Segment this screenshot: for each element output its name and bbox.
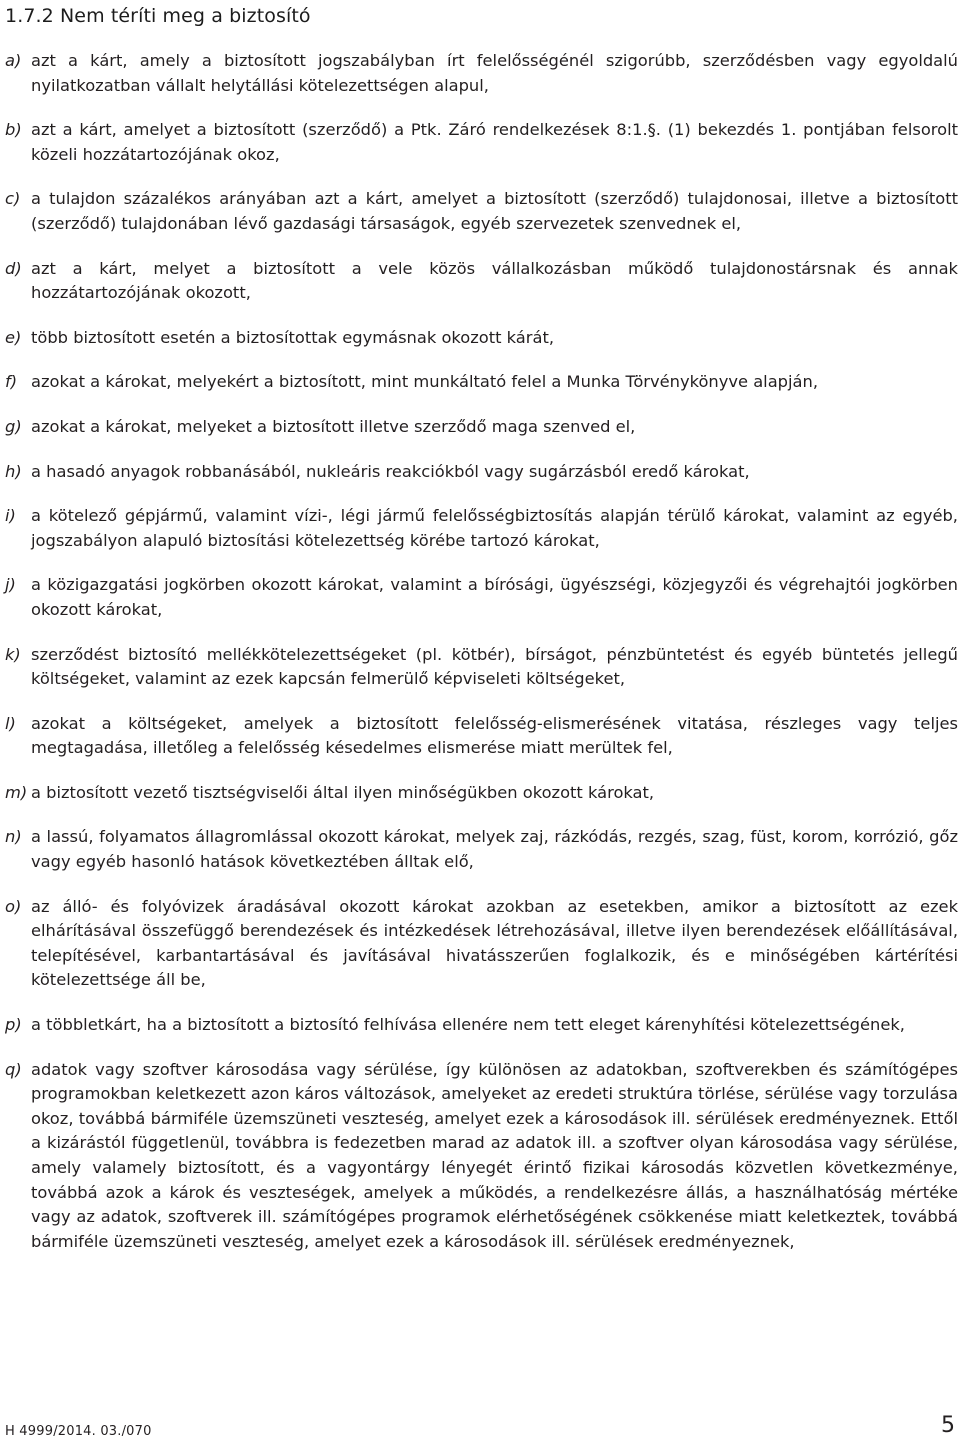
clause-letter: o) [5, 896, 22, 916]
clause-letter: l) [5, 713, 16, 733]
clause-letter: n) [5, 827, 22, 847]
clause-q [5, 1058, 958, 1255]
clause-d [5, 257, 958, 306]
clause-e [5, 326, 958, 351]
clause-text: azt a kárt, amely a biztosított jogszabályban írt felelősségénél szigorúbb, szerződésben vagy egyoldalú nyilatkozatban vállalt helytállási kötelezettségen alapul, [31, 51, 958, 95]
clause-text: a többletkárt, ha a biztosított a biztosító felhívása ellenére nem tett eleget kárenyhítési kötelezettségének, [31, 1015, 905, 1035]
exclusion-list [5, 49, 958, 1254]
clause-a [5, 49, 958, 98]
clause-o [5, 895, 958, 993]
clause-text: az álló- és folyóvizek áradásával okozott károkat azokban az esetekben, amikor a biztosított az ezek elhárításával összefüggő berendezések és intézkedések létrehozásával, illetve ilyen berendezések előállításával, telepítésével, karbantartásával és javításával hivatásszerűen foglalkozik, és e minőségében kártérítési kötelezettsége áll be, [31, 896, 958, 990]
clause-b [5, 118, 958, 167]
clause-letter: g) [5, 416, 22, 436]
clause-letter: m) [5, 782, 28, 802]
clause-letter: q) [5, 1059, 22, 1079]
clause-letter: k) [5, 644, 21, 664]
clause-text: a tulajdon százalékos arányában azt a kárt, amelyet a biztosított (szerződő) tulajdonosai, illetve a biztosított (szerződő) tulajdonában lévő gazdasági társaságok, egyéb szervezetek szenvednek el, [31, 189, 958, 233]
clause-letter: h) [5, 461, 22, 481]
clause-letter: f) [5, 372, 18, 392]
clause-letter: d) [5, 258, 22, 278]
clause-letter: e) [5, 327, 22, 347]
clause-text: azokat a károkat, melyekért a biztosított, mint munkáltató felel a Munka Törvénykönyve alapján, [31, 372, 818, 392]
clause-letter: a) [5, 51, 22, 70]
clause-letter: p) [5, 1015, 22, 1035]
clause-text: a kötelező gépjármű, valamint vízi-, légi jármű felelősségbiztosítás alapján térülő károkat, valamint az egyéb, jogszabályon alapuló biztosítási kötelezettség körébe tartozó károkat, [31, 506, 958, 550]
clause-letter: i) [5, 506, 16, 526]
document-code: H 4999/2014. 03./070 [5, 1424, 152, 1439]
clause-text: a közigazgatási jogkörben okozott károkat, valamint a bírósági, ügyészségi, közjegyzői és végrehajtói jogkörben okozott károkat, [31, 575, 958, 619]
clause-letter: c) [5, 189, 21, 209]
clause-n [5, 825, 958, 874]
clause-p [5, 1013, 958, 1038]
page-number: 5 [941, 1413, 955, 1438]
clause-f [5, 370, 958, 395]
clause-text: azokat a költségeket, amelyek a biztosított felelősség-elismerésének vitatása, részleges vagy teljes megtagadása, illetőleg a felelősség késedelmes elismerése miatt merültek fel, [31, 713, 958, 758]
clause-text: a biztosított vezető tisztségviselői által ilyen minőségükben okozott károkat, [31, 782, 655, 802]
clause-l [5, 712, 958, 761]
clause-text: azt a kárt, melyet a biztosított a vele közös vállalkozásban működő tulajdonostársnak és annak hozzátartozójának okozott, [31, 258, 958, 303]
clause-text: adatok vagy szoftver károsodása vagy sérülése, így különösen az adatokban, szoftverekben és számítógépes programokban keletkezett azon káros változások, amelyeket az eredeti struktúra törlése, sérülése vagy torzulása okoz, továbbá bármiféle üzemszüneti veszteség, amelyet ezek a károsodások ill. sérülések eredményeznek. Ettől a kizárástól függetlenül, továbbra is fedezetben marad az adatok ill. a szoftver olyan károsodása vagy sérülése, amely valamely biztosított, és a vagyontárgy lényegét érintő fizikai károsodás közvetlen következménye, továbbá azok a károk és veszteségek, amelyek a működés, a rendelkezésre állás, a használhatóság mértéke vagy az adatok, szoftverek ill. számítógépes programok elérhetőségének csökkenése miatt keletkeztek, továbbá bármiféle üzemszüneti veszteség, amelyet ezek a károsodások ill. sérülések eredményeznek, [31, 1059, 958, 1251]
clause-letter: j) [5, 575, 16, 595]
clause-c [5, 187, 958, 236]
clause-text: a lassú, folyamatos állagromlással okozott károkat, melyek zaj, rázkódás, rezgés, szag, füst, korom, korrózió, gőz vagy egyéb hasonló hatások következtében álltak elő, [31, 827, 958, 872]
clause-m [5, 781, 958, 806]
clause-text: szerződést biztosító mellékkötelezettségeket (pl. kötbér), bírságot, pénzbüntetést és egyéb büntetés jellegű költségeket, valamint az ezek kapcsán felmerülő képviseleti költségeket, [31, 644, 958, 689]
clause-k [5, 643, 958, 692]
clause-text: azokat a károkat, melyeket a biztosított illetve szerződő maga szenved el, [31, 416, 636, 436]
section-title: 1.7.2 Nem téríti meg a biztosító [5, 5, 311, 27]
clause-letter: b) [5, 120, 22, 140]
clause-i [5, 504, 958, 553]
clause-j [5, 573, 958, 622]
clause-text: több biztosított esetén a biztosítottak egymásnak okozott kárát, [31, 327, 555, 347]
clause-g [5, 415, 958, 440]
clause-h [5, 460, 958, 485]
clause-text: a hasadó anyagok robbanásából, nukleáris reakciókból vagy sugárzásból eredő károkat, [31, 461, 750, 481]
clause-text: azt a kárt, amelyet a biztosított (szerződő) a Ptk. Záró rendelkezések 8:1.§. (1) bekezdés 1. pontjában felsorolt közeli hozzátartozójának okoz, [31, 120, 958, 164]
